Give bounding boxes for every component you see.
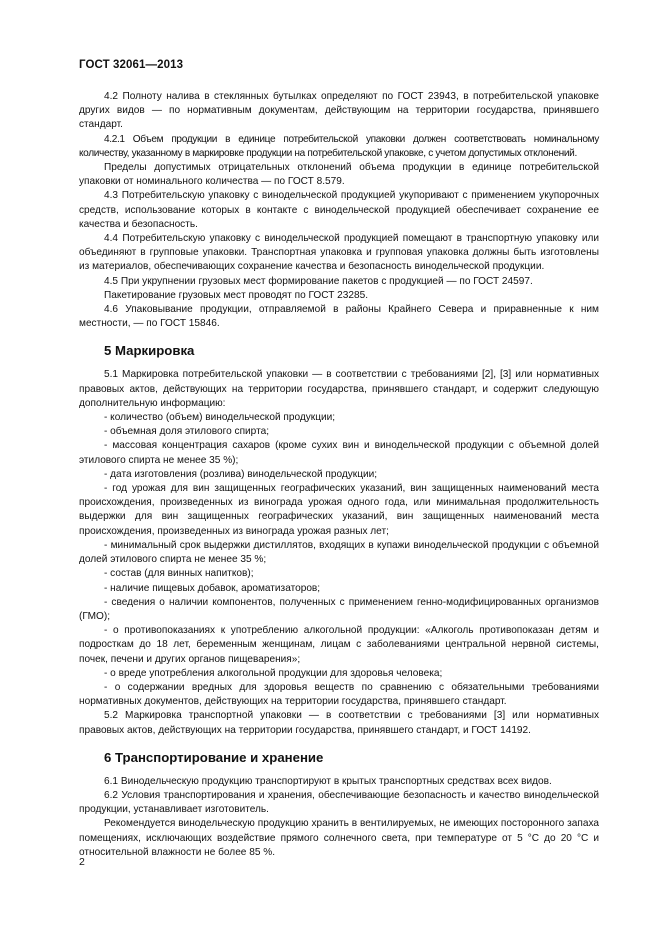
paragraph-packaging-cargo: Пакетирование грузовых мест проводят по ГОСТ 23285.: [104, 289, 369, 301]
page-number: 2: [79, 856, 85, 868]
paragraph-6-1: 6.1 Винодельческую продукцию транспортируют в крытых транспортных средствах всех видов.: [104, 775, 552, 787]
document-header: ГОСТ 32061—2013: [79, 59, 184, 71]
document-body: [79, 90, 599, 860]
paragraph-5-2: 5.2 Маркировка транспортной упаковки — в соответствии с требованиями [3] или нормативных правовых актов, действующих на территории государства, принявшего стандарт, и ГОСТ 14192.: [79, 710, 599, 736]
list-item-harvest-year: - год урожая для вин защищенных географических указаний, вин защищенных наименований места происхождения, произведенных из винограда урожая одного года, или минимальная продолжительность выдержки для вин защищенных географических указаний, вин защищенных наименований места происхождения, произведенных из винограда урожая разных лет;: [79, 483, 599, 537]
paragraph-5-1: 5.1 Маркировка потребительской упаковки — в соответствии с требованиями [2], [3] или нормативных правовых актов, действующих на территории государства, принявшего стандарт, и содержит следующую дополнительную информацию:: [79, 369, 599, 409]
section-6-content: [79, 775, 599, 860]
list-item-distillate-aging: - минимальный срок выдержки дистиллятов, входящих в купажи винодельческой продукции с объемной долей этилового спирта не менее 35 %;: [79, 539, 599, 566]
list-item-sugar: - массовая концентрация сахаров (кроме сухих вин и винодельческой продукции с объемной долей этилового спирта не менее 35 %);: [79, 440, 599, 466]
section-6-heading: 6 Транспортирование и хранение: [104, 749, 324, 765]
section-5-heading: 5 Маркировка: [104, 343, 195, 359]
paragraph-storage-recommendation: Рекомендуется винодельческую продукцию хранить в вентилируемых, не имеющих посторонного запаха помещениях, исключающих воздействие прямого солнечного света, при температуре от 5 °С до 20 °С и относительной влажности не более 85 %.: [79, 818, 599, 858]
paragraph-4-3: 4.3 Потребительскую упаковку с винодельческой продукцией укупоривают с применением укупорочных средств, использование которых в контакте с винодельческой продукцией обеспечивает сохранение ее качества и безопасность.: [79, 190, 599, 230]
list-item-additives: - наличие пищевых добавок, ароматизаторов;: [104, 582, 321, 594]
list-item-health-harm: - о вреде употребления алкогольной продукции для здоровья человека;: [104, 667, 443, 679]
list-item-contraindications: - о противопоказаниях к употреблению алкогольной продукции: «Алкоголь противопоказан детям и подросткам до 18 лет, беременным женщинам, лицам с заболеваниями центральной нервной системы, почек, печени и других органов пищеварения»;: [79, 625, 599, 665]
paragraph-4-5: 4.5 При укрупнении грузовых мест формирование пакетов с продукцией — по ГОСТ 24597.: [104, 275, 533, 287]
section-5-content: [79, 368, 599, 737]
list-item-harmful-substances: - о содержании вредных для здоровья веществ по сравнению с обязательными требованиями нормативных документов, действующих на территории государства, принявшего стандарт.: [79, 681, 599, 708]
list-item-gmo: - сведения о наличии компонентов, полученных с применением генно-модифицированных организмов (ГМО);: [79, 596, 599, 622]
paragraph-4-6: 4.6 Упаковывание продукции, отправляемой в районы Крайнего Севера и приравненные к ним местности, — по ГОСТ 15846.: [79, 304, 599, 330]
paragraph-4-4: 4.4 Потребительскую упаковку с винодельческой продукцией помещают в транспортную упаковку или объединяют в групповые упаковки. Транспортная упаковка и групповая упаковка должны быть изготовлены из материалов, обеспечивающих сохранение качества и безопасность винодельческой продукции.: [79, 233, 599, 273]
list-item-alcohol: - объемная доля этилового спирта;: [104, 426, 270, 438]
paragraph-4-2: 4.2 Полноту налива в стеклянных бутылках определяют по ГОСТ 23943, в потребительской упаковке других видов — по нормативным документам, действующим на территории государства, принявшего стандарт.: [79, 91, 599, 131]
paragraph-4-2-1: 4.2.1 Объем продукции в единице потребительской упаковки должен соответствовать номинальному количеству, указанному в маркировке продукции на потребительской упаковке, с учетом допустимых отклонений.: [79, 133, 599, 159]
section-4-content: [79, 90, 599, 331]
paragraph-deviation-limits: Пределы допустимых отрицательных отклонений объема продукции в единице потребительской упаковки от номинального количества — по ГОСТ 8.579.: [79, 162, 599, 188]
list-item-bottling-date: - дата изготовления (розлива) винодельческой продукции;: [104, 468, 378, 480]
list-item-composition: - состав (для винных напитков);: [104, 568, 254, 580]
paragraph-6-2: 6.2 Условия транспортирования и хранения, обеспечивающие безопасность и качество винодельческой продукции, устанавливает изготовитель.: [79, 789, 599, 816]
list-item-volume: - количество (объем) винодельческой продукции;: [104, 412, 336, 424]
